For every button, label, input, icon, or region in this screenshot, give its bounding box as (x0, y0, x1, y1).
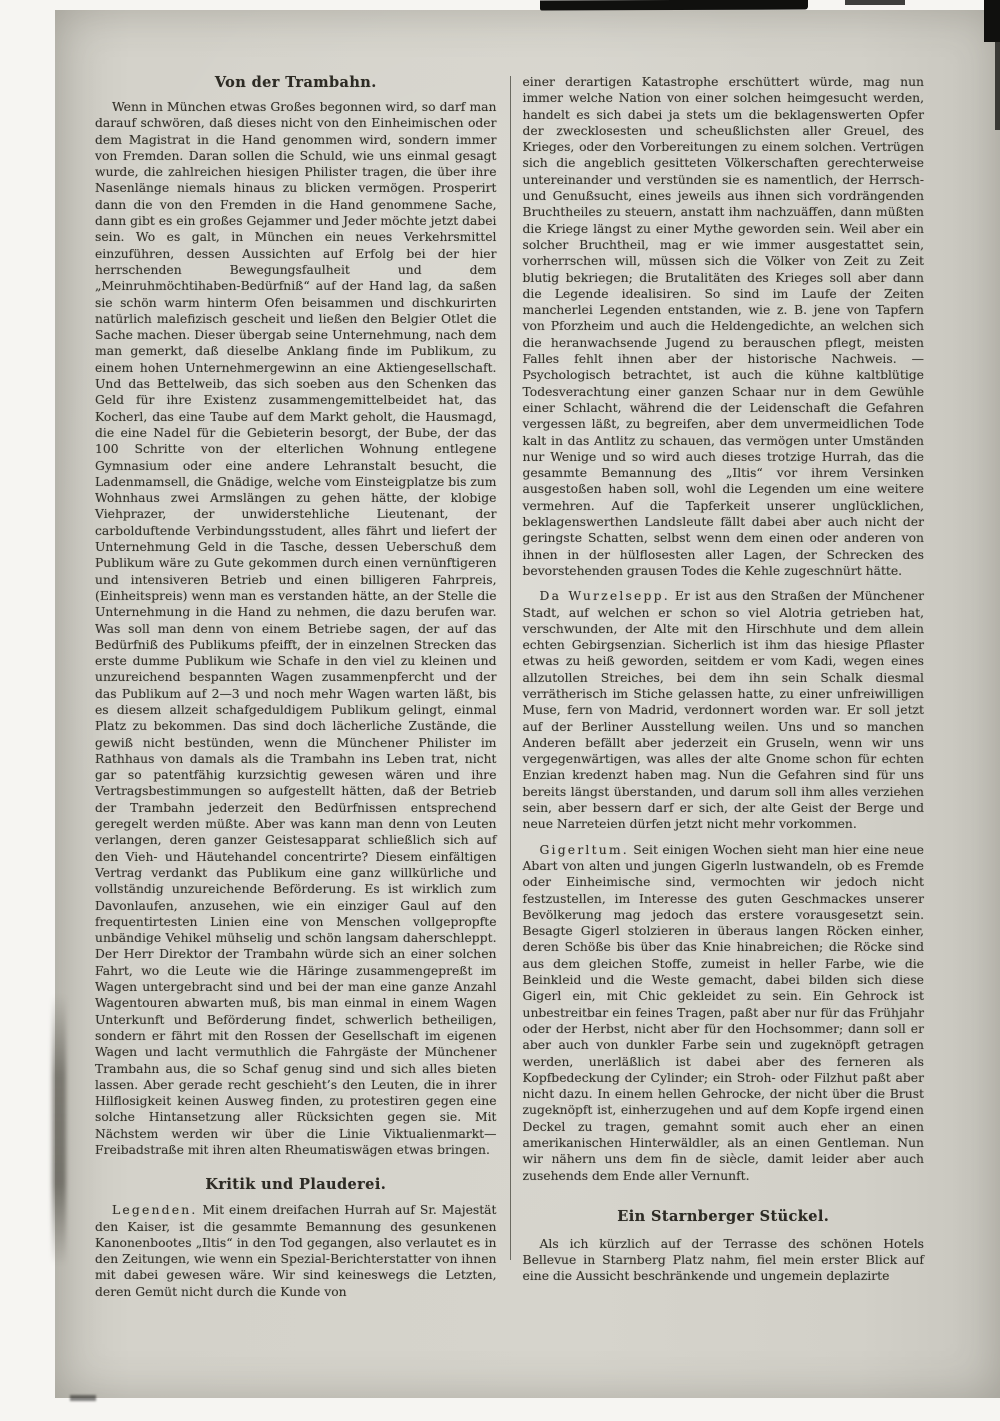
scan-artifact-top-bar-secondary (845, 0, 905, 5)
article-heading-trambahn: Von der Trambahn. (214, 74, 377, 91)
paragraph-lead-wurzelsepp: Da Wurzelsepp. (539, 589, 670, 604)
article-body-legenden-continuation: einer derartigen Katastrophe erschüttert würde, mag nun immer welche Nation von einer solchen heimgesucht werden, handelt es sich dabei ja stets um die beklagenswerten Opfer der zwecklosesten und scheußlichsten aller Greuel, des Krieges, oder den Vorbereitungen zu einem solchen. Vertrügen sich die angeblich gesitteten Völkerschaften gerechterweise untereinander und verstünden sie es namentlich, der Herrsch- und Genußsucht, eines jeweils aus ihnen sich vordrängenden Bruchtheiles zu steuern, anstatt ihm nachzuäffen, dann müßten die Kriege längst zu einer Mythe geworden sein. Weil aber ein solcher Bruchtheil, mag er wie immer ausgestattet sein, vorherrschen will, müssen sich die Völker von Zeit zu Zeit blutig bekriegen; die Brutalitäten des Krieges soll aber dann die Legende idealisiren. So sind im Laufe der Zeiten mancherlei Legenden entstanden, wie z. B. jene von Tapfern von Pforzheim und auch die Heldengedichte, an welchen sich die heranwachsende Jugend zu berauschen pflegt, meisten Falles fehlt ihnen aber der historische Nachweis. — Psychologisch betrachtet, ist auch die kühne kaltblütige Todesverachtung einer ganzen Schaar nur in dem Gewühle einer Schlacht, während die der Leidenschaft die Gefahren vergessen läßt, zu begreifen, aber dem unvermeidlichen Tode kalt in das Antlitz zu schauen, das vermögen unter Umständen nur Wenige und so wird auch dieses trotzige Hurrah, das die gesammte Bemannung des „Iltis“ vor ihrem Versinken ausgestoßen haben soll, wohl die Legenden um eine weitere vermehren. Auf die Tapferkeit unserer unglücklichen, beklagenswerthen Landsleute fällt dabei aber auch nicht der geringste Schatten, selbst wenn dem einen oder anderen von ihnen in der hülflosesten aller Lagen, der Schrecken des bevorstehenden grausen Todes die Kehle zugeschnürt hätte. (522, 75, 924, 578)
paragraph-lead-gigerltum: Gigerltum. (539, 842, 629, 857)
article-body-trambahn: Wenn in München etwas Großes begonnen wird, so darf man darauf schwören, daß dieses nicht von den Einheimischen oder dem Magistrat in die Hand genommen wird, sondern immer von Fremden. Daran sollen die Schuld, wie uns einmal gesagt wurde, die zahlreichen hiesigen Philister tragen, die über ihre Nasenlänge niemals hinaus zu blicken vermögen. Prosperirt dann die von den Fremden in die Hand genommene Sache, dann gibt es ein großes Gejammer und Jeder möchte jetzt dabei sein. Wo es galt, in München ein neues Verkehrsmittel einzuführen, dessen Aussichten auf Erfolg bei der hier herrschenden Bewegungsfaulheit und dem „Meinruhmöchtihaben-Bedürfniß“ auf der Hand lag, da saßen sie schön warm hinterm Ofen beisammen und dischkurirten natürlich malefizisch gescheit und ließen den Belgier Otlet die Sache machen. Dieser übergab seine Unternehmung, nach dem man gemerkt, daß dieselbe Anklang finde im Publikum, zu einem hohen Unternehmergewinn an eine Aktiengesellschaft. Und das Bettelweib, das sich soeben aus den Schenken das Geld für ihre Existenz zusammengemittelbeidet hat, das Kocherl, das eine Taube auf dem Markt geholt, die Hausmagd, die eine Nadel für die Gebieterin besorgt, der Bube, der das 100 Schritte von der elterlichen Wohnung entlegene Gymnasium oder eine andere Lehranstalt besucht, die Ladenmamsell, die Gnädige, welche vom Einsteigplatze bis zum Wohnhaus zwei Armslängen zu gehen hätte, der klobige Viehprazer, der unwiderstehliche Lieutenant, der carbolduftende Verbindungsstudent, alles fährt und liefert der Unternehmung Geld in die Tasche, dessen Ueberschuß dem Publikum wäre zu Gute gekommen durch einen vernünftigeren und intensiveren Betrieb und einen billigeren Fahrpreis, (Einheitspreis) wenn man es verstanden hätte, an der Stelle die Unternehmung in die Hand zu nehmen, die dazu berufen war. Was soll man denn von einem Betriebe sagen, der auf das Bedürfniß des Publikums pfeifft, der in einzelnen Strecken das erste dumme Publikum wie Schafe in den viel zu kleinen und unzureichend bespannten Wagen zusammenpfercht und der das Publikum auf 2—3 und noch mehr Wagen warten läßt, bis es diesem allzeit schafgeduldigem Publikum gelingt, einmal Platz zu bekommen. Das sind doch lächerliche Zustände, die gewiß nicht bestünden, wenn die Münchener Philister im Rathhaus von damals als die Trambahn ins Leben trat, nicht gar so patentfähig kurzsichtig gewesen wären und ihre Vertragsbestimmungen so aufgestellt hätten, daß der Betrieb der Trambahn jederzeit den Bedürfnissen entsprechend geregelt werden müßte. Aber was kann man denn von Leuten verlangen, deren ganzer Geistesapparat schließlich sich auf den Vieh- und Häutehandel concentrirte? Diesem einfältigen Vertrag verdankt das Publikum eine ganz willkürliche und vollständig unzureichende Beförderung. Es ist wirklich zum Davonlaufen, anzusehen, wie ein einziger Gaul auf den frequentirtesten Linien eine von Menschen vollgepropfte unbändige Vehikel mühselig und schön langsam daherschleppt. Der Herr Direktor der Trambahn würde sich an einer solchen Fahrt, wo die Leute wie die Häringe zusammengepreßt im Wagen untergebracht sind und bei der man eine ganze Anzahl Wagentouren abwarten muß, bis man einmal in einem Wagen Unterkunft und Beförderung findet, schwerlich betheiligen, sondern er fährt mit den Rossen der Gesellschaft im eigenen Wagen und lacht vermuthlich die Fahrgäste der Münchener Trambahn aus, die so Schaf genug sind und sich alles bieten lassen. Aber gerade recht geschieht’s den Leuten, die in ihrer Hilflosigkeit keinen Ausweg finden, zu protestiren gegen eine solche Hintansetzung aller Rücksichten gegen sie. Mit Nächstem werden wir über die Linie Viktualienmarkt—Freibadstraße mit ihren alten Rheumatiswägen etwas bringen. (95, 100, 497, 1157)
section-heading-kritik-und-plauderei: Kritik und Plauderei. (205, 1176, 387, 1194)
paragraph-text-gigerltum: Seit einigen Wochen sieht man hier eine neue Abart von alten und jungen Gigerln lustwandeln, ob es Fremde oder Einheimische sind, vermochten wir jedoch nicht festzustellen, im Interesse des guten Geschmackes unserer Bevölkerung mag jedoch das erstere vorausgesetzt sein. Besagte Gigerl stolzieren in überaus langen Röcken einher, deren Schöße bis über das Knie hinabreichen; die Röcke sind aus dem gleichen Stoffe, zumeist in heller Farbe, wie die Beinkleid und die Weste gemacht, dabei bilden sich diese Gigerl ein, mit Chic gekleidet zu sein. Ein Gehrock ist unbestreitbar ein feines Tragen, paßt aber nur für das Frühjahr oder der Herbst, nicht aber für den Hochsommer; dann soll er aber auch von dunkler Farbe sein und zugeknöpft getragen werden, unerläßlich ist dabei aber des ferneren als Kopfbedeckung der Cylinder; ein Stroh- oder Filzhut paßt aber nicht dazu. In einem hellen Gehrocke, der nicht über die Brust zugeknöpft ist, einherzugehen und auf dem Kopfe irgend einen Deckel zu tragen, gemahnt somit auch eher an einen amerikanischen Hinterwäldler, als an einen Gentleman. Nun wir nähern uns dem fin de siècle, damit leider aber auch zusehends dem Ende aller Vernunft. (522, 842, 924, 1183)
scan-artifact-left-smudge (52, 995, 66, 1265)
paragraph-text-legenden: Mit einem dreifachen Hurrah auf Sr. Majestät den Kaiser, ist die gesammte Bemannung des gesunkenen Kanonenbootes „Iltis“ in den Tod gegangen, also verlautet es in den Zeitungen, wie wenn ein Spezial-Berichterstatter von ihnen mit dabei gewesen wäre. Wir sind keineswegs die Letzten, deren Gemüt nicht durch die Kunde von (95, 1203, 497, 1299)
scan-artifact-top-right-corner (984, 0, 1000, 42)
paragraph-lead-legenden: Legenden. (112, 1203, 198, 1218)
newspaper-page-scan (55, 10, 1000, 1398)
paragraph-text-wurzelsepp: Er ist aus den Straßen der Münchener Stadt, auf welchen er schon so viel Alotria getrieben hat, verschwunden, der Alte mit den Hirschhute und dem allein echten Gebirgsenzian. Sicherlich ist ihm das hiesige Pflaster etwas zu heiß geworden, seitdem er vom Kadi, wegen eines allzutollen Streiches, bei dem ihn sein Schalk diesmal verrätherisch im Stiche gelassen hatte, zu einer unfreiwilligen Muse, fern von Madrid, verdonnert worden war. Er soll jetzt auf der Berliner Ausstellung weilen. Uns und so manchen Anderen befällt aber jederzeit ein Gruseln, wenn wir uns vergegenwärtigen, was alles der alte Gnome schon für echten Enzian kredenzt haben mag. Nun die Gefahren sind für uns bereits längst überstanden, und darum soll ihm alles verziehen sein, aber bessern darf er sich, der alte Geist der Berge und neue Narreteien dürfen jetzt nicht mehr vorkommen. (522, 589, 924, 832)
text-columns (95, 74, 924, 1300)
article-body-gigerltum (523, 842, 925, 1184)
article-body-legenden (95, 1202, 497, 1300)
column-divider-rule (510, 76, 511, 1260)
scan-artifact-bottom-speck (70, 1395, 96, 1401)
column-left (95, 74, 497, 1300)
scan-artifact-right-edge (995, 40, 1000, 130)
article-heading-starnberger-stueckel: Ein Starnberger Stückel. (617, 1207, 830, 1225)
column-right (523, 74, 925, 1300)
article-body-wurzelsepp (523, 588, 925, 832)
article-body-starnberger: Als ich kürzlich auf der Terrasse des schönen Hotels Bellevue in Starnberg Platz nahm, fiel mein erster Blick auf eine die Aussicht beschränkende und ungemein deplazirte (522, 1236, 924, 1284)
scan-artifact-top-bar (540, 0, 808, 10)
